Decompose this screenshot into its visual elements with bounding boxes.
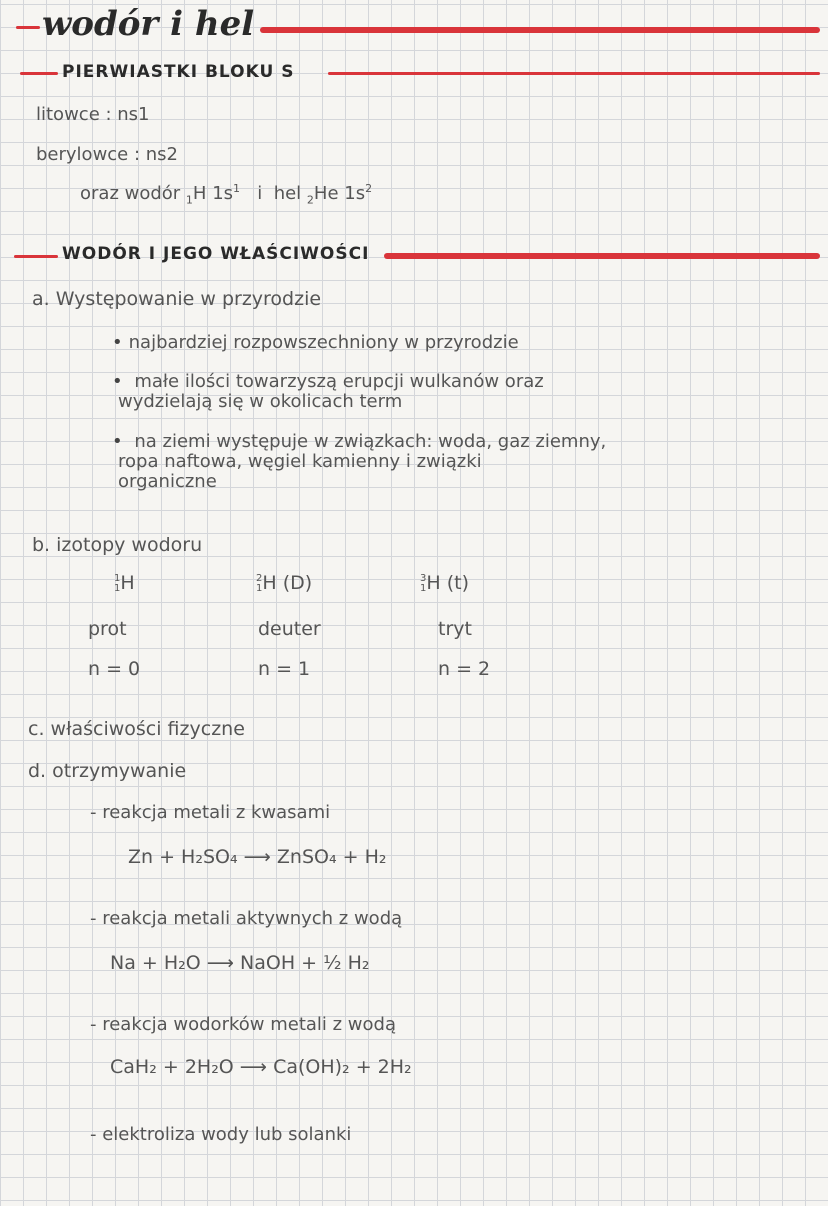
isotope-2-symbol [256,572,312,594]
section1-oraz-line [80,182,372,207]
h-config-exp: 1 [233,182,241,195]
he-config-exp: 2 [365,182,373,195]
section1-underline [328,72,820,75]
section-c-label: c. właściwości fizyczne [28,718,245,740]
page-title: wodór i hel [42,4,255,44]
bullet-2-line-2: wydzielają się w okolicach term [118,391,403,412]
isotope-3-symbol [420,572,469,594]
h-config: 1s [212,183,234,204]
title-left-marker [16,26,40,29]
section-b-label: b. izotopy wodoru [32,534,203,556]
section2-left-marker [14,255,58,258]
section1-line-1: litowce : ns1 [36,104,150,125]
method-3-equation: CaH₂ + 2H₂O ⟶ Ca(OH)₂ + 2H₂ [110,1056,412,1078]
bullet-3-line-3: organiczne [118,471,217,492]
isotope-1-symbol [114,572,135,594]
section-d-label: d. otrzymywanie [28,760,187,782]
section1-heading: PIERWIASTKI BLOKU S [62,62,295,82]
method-3-desc: - reakcja wodorków metali z wodą [90,1014,396,1035]
isotope-1-mass: 1 [114,572,121,584]
bullet-2-line-1: małe ilości towarzyszą erupcji wulkanów oraz [134,371,544,392]
section2-underline [384,253,820,259]
oraz-prefix: oraz wodór [80,183,181,204]
isotope-1-name: prot [88,618,127,640]
h-z: 1 [185,193,193,207]
bullet-1-line-1: najbardziej rozpowszechniony w przyrodzie [128,332,519,353]
bullet-3-line-1: na ziemi występuje w związkach: woda, gaz ziemny, [134,431,607,452]
method-2-desc: - reakcja metali aktywnych z wodą [90,908,403,929]
method-4-desc: - elektroliza wody lub solanki [90,1124,352,1145]
isotope-3-name: tryt [438,618,472,640]
title-underline [260,27,820,33]
isotope-2-neutrons: n = 1 [258,658,311,680]
he-config: 1s [344,183,366,204]
isotope-3-neutrons: n = 2 [438,658,491,680]
isotope-3-mass: 3 [420,572,427,584]
isotope-2-mass: 2 [256,572,263,584]
he-word: hel [273,183,302,204]
bullet-3-line-2: ropa naftowa, węgiel kamienny i związki [118,451,482,472]
method-1-equation: Zn + H₂SO₄ ⟶ ZnSO₄ + H₂ [128,846,387,868]
isotope-2-extra: (D) [282,572,313,594]
isotope-3-sym: H [426,572,441,594]
section1-left-marker [20,72,58,75]
isotope-2-sym: H [262,572,277,594]
isotope-1-sym: H [120,572,135,594]
isotope-1-neutrons: n = 0 [88,658,141,680]
h-symbol: H [192,183,207,204]
method-1-desc: - reakcja metali z kwasami [90,802,331,823]
isotope-1-z: 1 [114,582,121,594]
bullet-2 [112,372,544,412]
isotope-2-name: deuter [258,618,321,640]
section-a-label: a. Występowanie w przyrodzie [32,288,322,310]
isotope-2-z: 1 [256,582,263,594]
method-2-equation: Na + H₂O ⟶ NaOH + ½ H₂ [110,952,370,974]
bullet-3 [112,432,606,492]
isotope-3-z: 1 [420,582,427,594]
isotope-3-extra: (t) [446,572,469,594]
section2-heading: WODÓR I JEGO WŁAŚCIWOŚCI [62,244,370,264]
he-z: 2 [306,193,314,207]
bullet-1 [112,332,519,353]
and-word: i [257,183,263,204]
section1-line-2: berylowce : ns2 [36,144,179,165]
he-symbol: He [313,183,339,204]
